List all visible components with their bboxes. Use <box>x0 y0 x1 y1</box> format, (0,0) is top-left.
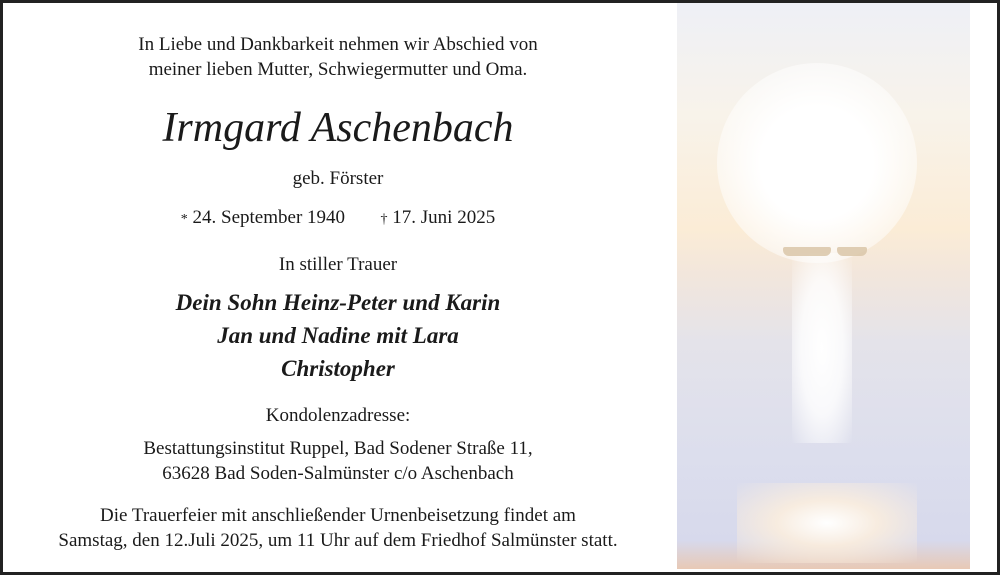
birth-date: 24. September 1940 <box>192 207 346 228</box>
intro-line-1: In Liebe und Dankbarkeit nehmen wir Abschied von <box>138 34 538 55</box>
sunset-sea-photo <box>677 3 970 569</box>
boat <box>837 247 867 256</box>
boat <box>783 247 831 256</box>
mourner-1: Dein Sohn Heinz-Peter und Karin <box>175 290 501 315</box>
deceased-name: Irmgard Aschenbach <box>162 105 514 151</box>
life-dates <box>10 206 666 232</box>
condolence-address-2: 63628 Bad Soden-Salmünster c/o Aschenbach <box>162 463 514 484</box>
birth-star-icon: * <box>180 212 188 227</box>
ceremony-line-1: Die Trauerfeier mit anschließender Urnenbeisetzung findet am <box>100 505 576 526</box>
sun-glow <box>717 63 917 263</box>
condolence-address-1: Bestattungsinstitut Ruppel, Bad Sodener Straße 11, <box>143 438 533 459</box>
mourner-3: Christopher <box>281 356 395 381</box>
maiden-name: geb. Förster <box>292 168 384 189</box>
mourning-line: In stiller Trauer <box>278 254 398 275</box>
death-cross-icon: † <box>380 212 388 227</box>
water-sparkle <box>737 483 917 563</box>
condolence-label: Kondolenzadresse: <box>265 405 411 426</box>
sun-reflection <box>792 253 852 443</box>
mourner-2: Jan und Nadine mit Lara <box>217 323 459 348</box>
death-date: 17. Juni 2025 <box>392 207 496 228</box>
intro-line-2: meiner lieben Mutter, Schwiegermutter und Oma. <box>148 59 528 80</box>
ceremony-line-2: Samstag, den 12.Juli 2025, um 11 Uhr auf dem Friedhof Salmünster statt. <box>58 530 618 551</box>
